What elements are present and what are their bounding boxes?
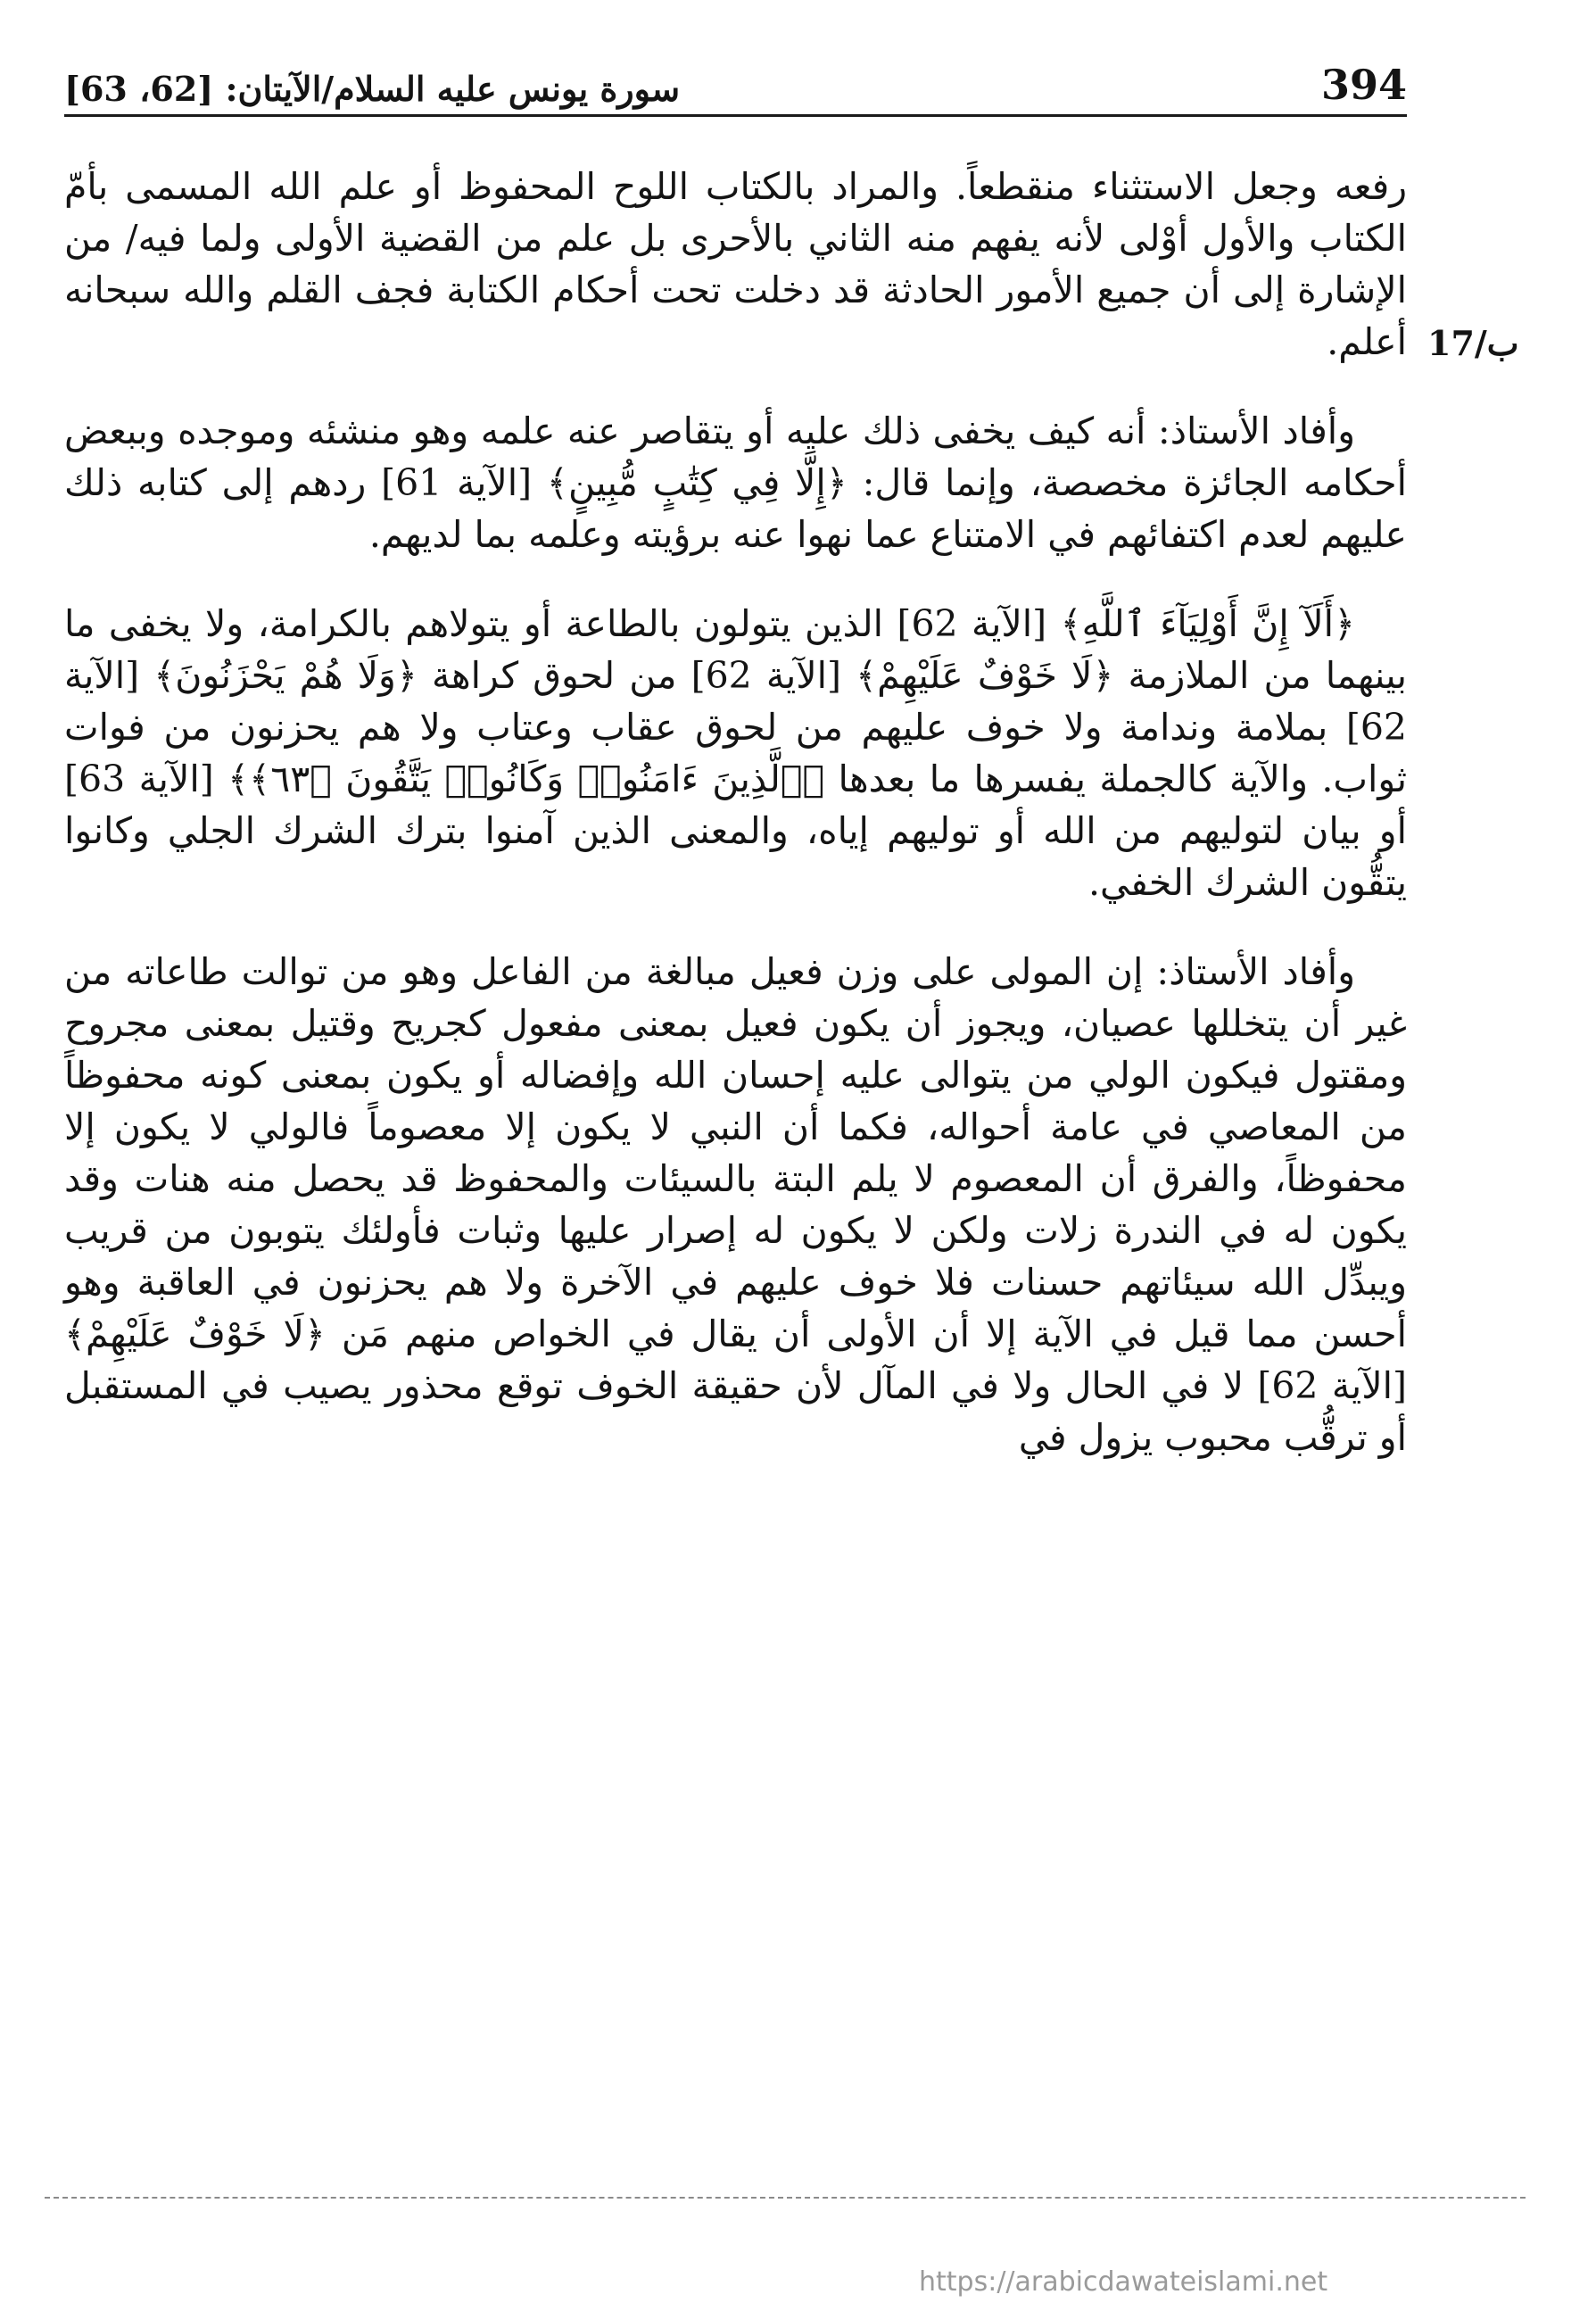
header-rule <box>64 114 1407 117</box>
watermark: https://arabicdawateislami.net <box>919 2266 1328 2298</box>
page-header <box>64 55 1407 109</box>
margin-note: 17/ب <box>1427 323 1519 363</box>
running-head: سورة يونس عليه السلام/الآيتان: [62، 63] <box>64 69 681 109</box>
paragraph-2: وأفاد الأستاذ: أنه كيف يخفى ذلك عليه أو يتقاصر عنه علمه وهو منشئه وموجده وببعض أحكامه الجائزة مخصصة، وإنما قال: ﴿إِلَّا فِي كِتَٰبٍ مُّبِينٍ﴾ [الآية 61] ردهم إلى كتابه ذلك عليهم لعدم اكتفائهم في الامتناع عما نهوا عنه برؤيته وعلمه بما لديهم. <box>64 410 1407 556</box>
body-text <box>64 161 1407 1463</box>
scan-dashed-rule <box>45 2197 1526 2199</box>
paragraph-4: وأفاد الأستاذ: إن المولى على وزن فعيل مبالغة من الفاعل وهو من توالت طاعاته من غير أن يتخللها عصيان، ويجوز أن يكون فعيل بمعنى مفعول كجريح وقتيل بمعنى مجروح ومقتول فيكون الولي من يتوالى عليه إحسان الله وإفضاله أو يكون بمعنى كونه محفوظاً من المعاصي في عامة أحواله، فكما أن النبي لا يكون إلا معصوماً فالولي لا يكون إلا محفوظاً، والفرق أن المعصوم لا يلم البتة بالسيئات والمحفوظ قد يحصل منه هنات وقد يكون له في الندرة زلات ولكن لا يكون له إصرار عليها وثبات فأولئك يتوبون من قريب ويبدِّل الله سيئاتهم حسنات فلا خوف عليهم في الآخرة ولا هم يحزنون في العاقبة وهو أحسن مما قيل في الآية إلا أن الأولى أن يقال في الخواص منهم مَن ﴿لَا خَوْفٌ عَلَيْهِمْ﴾ [الآية 62] لا في الحال ولا في المآل لأن حقيقة الخوف توقع محذور يصيب في المستقبل أو ترقُّب محبوب يزول في <box>64 950 1407 1459</box>
paragraph-1: رفعه وجعل الاستثناء منقطعاً. والمراد بالكتاب اللوح المحفوظ أو علم الله المسمى بأمّ الكتاب والأول أوْلى لأنه يفهم منه الثاني بالأحرى بل علم من القضية الأولى ولما فيه/ من الإشارة إلى أن جميع الأمور الحادثة قد دخلت تحت أحكام الكتابة فجف القلم والله سبحانه أعلم. <box>64 165 1407 363</box>
page-number: 394 <box>1320 61 1407 109</box>
paragraph-3: ﴿أَلَآ إِنَّ أَوْلِيَآءَ ٱللَّهِ﴾ [الآية 62] الذين يتولون بالطاعة أو يتولاهم بالكرامة، ولا يخفى ما بينهما من الملازمة ﴿لَا خَوْفٌ عَلَيْهِمْ﴾ [الآية 62] من لحوق كراهة ﴿وَلَا هُمْ يَحْزَنُونَ﴾ [الآية 62] بملامة وندامة ولا خوف عليهم من لحوق عقاب وعتاب ولا هم يحزنون من فوات ثواب. والآية كالجملة يفسرها ما بعدها ﴿ٱلَّذِينَ ءَامَنُوا۟ وَكَانُوا۟ يَتَّقُونَ ﴿٦٣﴾﴾ [الآية 63] أو بيان لتوليهم من الله أو توليهم إياه، والمعنى الذين آمنوا بترك الشرك الجلي وكانوا يتقُّون الشرك الخفي. <box>64 602 1408 904</box>
